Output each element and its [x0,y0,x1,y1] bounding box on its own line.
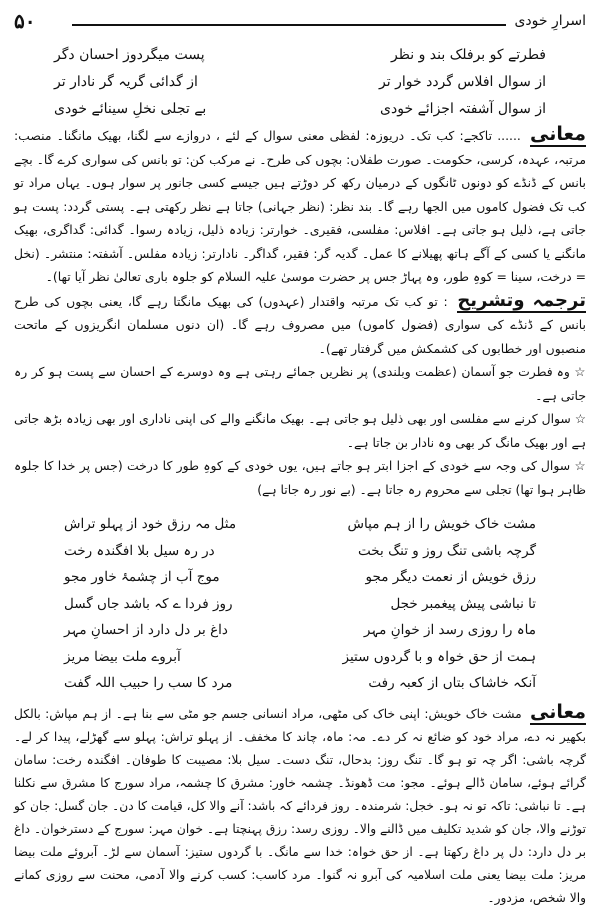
translation-heading: ترجمہ وتشریح [457,289,586,311]
couplet [64,591,536,618]
misra: داغ بر دل دارد از احسانِ مہر [64,622,228,638]
misra: موج آب از چشمۂ خاور مجو [64,569,220,585]
couplet [54,69,546,96]
glossary-2 [14,701,586,910]
glossary-1 [14,123,586,289]
couplet [64,644,536,671]
star-bullet-icon: ☆ [574,458,586,473]
couplet [64,670,536,697]
translation-point [14,454,586,501]
translation-section [14,289,586,361]
verse-block-1 [14,38,586,123]
misra: فطرتے کو برفلک بند و نظر [391,47,546,63]
misra: ماہ را روزی رسد از خوانِ مہر [363,622,536,638]
running-title: اسرارِ خودی [514,13,586,29]
couplet [64,564,536,591]
misra: روز فردا ے کہ باشد جاں گسل [64,595,233,612]
couplet [54,42,546,69]
translation-point-text: سوال کرنے سے مفلسی اور بھی ذلیل ہو جاتی ہے۔ بھیک مانگنے والے کی اپنی ناداری اور بھی زیادہ بڑھ جاتی ہے اور بھیک مانگ کر بھی وہ نادار بن جاتا ہے۔ [14,411,586,450]
misra: مشت خاک خویش را از ہم مپاش [347,516,536,532]
misra: رزق خویش از نعمت دیگر مجو [365,569,536,585]
misra: از سوال آشفتہ اجزائے خودی [380,101,546,117]
translation-point [14,360,586,407]
misra: مرد کا سب را حبیب اللہ گفت [64,675,233,691]
translation-point-text: وہ فطرت جو آسمان (عظمت وبلندی) پر نظریں جمائے رہتی ہے وہ دوسرے کے احسان سے پست ہو کر رہ جاتی ہے۔ [14,364,586,403]
translation-point [14,407,586,454]
misra: بے تجلی نخلِ سینائے خودی [54,101,207,117]
star-bullet-icon: ☆ [574,411,586,426]
glossary-heading: معانی [530,123,586,145]
misra: گرچہ باشی تنگ روز و تنگ بخت [358,542,536,559]
verse-block-2 [14,501,586,701]
page-header [14,4,586,38]
misra: مثل مہ رزق خود از پہلو تراش [64,516,237,532]
glossary-heading: معانی [530,700,586,723]
misra: از گدائی گریہ گر نادار تر [54,74,198,90]
misra: تا نباشی پیش پیغمبر خجل [390,595,536,612]
misra: آنکہ خاشاک بتاں از کعبہ رفت [368,675,536,691]
header-rule [72,24,506,26]
misra: ہمت از حق خواہ و با گردوں ستیز [342,648,536,665]
misra: از سوال افلاس گردد خوار تر [379,74,546,90]
page-number: ۵۰ [14,9,36,33]
couplet [64,538,536,565]
star-bullet-icon: ☆ [574,364,586,379]
glossary-text: ...... تاکجے: کب تک۔ دریوزہ: لفظی معنی سوال کے لئے ، دروازے سے لگنا، بھیک مانگنا۔ منصب: مرتبہ، عہدہ، کرسی، حکومت۔ صورت طفلاں: بچوں کی طرح۔ نے مرکب کن: تو بانس کی سواری کرے گا۔ بچے بانس کے ڈنڈے کو دونوں ٹانگوں کے درمیان رکھ کر دوڑتے ہیں جیسے کسی جانور پر سوار ہوں۔ یہاں مراد تو کب تک فضول کاموں میں الجھا رہے گا۔ بند نظر: (نظر جہانی) جاتا ہے نظر رکھتی ہے۔ پستی گردد: پست ہو جاتی ہے، ذلیل ہو جاتی ہے۔ افلاس: مفلسی، فقیری۔ خوارتر: زیادہ ذلیل، زیادہ رسوا۔ گدائی: گداگری، بھیک مانگنے یا کسی کے آگے ہاتھ پھیلانے کا عمل۔ گدیہ گر: فقیر، گداگر۔ نادارتر: زیادہ مفلس۔ آشفتہ: منتشر۔ (نخل = درخت، سینا = کوہِ طور، وہ پہاڑ جس پر حضرت موسیٰ علیہ السلام کو جلوہ باری تعالیٰ نظر آیا تھا)۔ [14,128,586,284]
couplet [64,617,536,644]
misra: پست میگردوز احسان دگر [54,47,205,63]
translation-intro: : تو کب تک مرتبہ واقتدار (عہدوں) کی بھیک مانگتا رہے گا، یعنی بچوں کی طرح بانس کے ڈنڈے کی سواری (فضول کاموں) میں مصروف رہے گا۔ (ان دنوں مسلمان انگریزوں کے ماتحت منصبوں اور خطابوں کی کشمکش میں گرفتار تھے)۔ [14,293,586,356]
misra: در رہ سیل بلا افگندہ رخت [64,542,215,559]
glossary-text: مشت خاک خویش: اپنی خاک کی مٹھی، مراد انسانی جسم جو مٹی سے بنا ہے۔ از ہم مپاش: بالکل بکھیر نہ دے، مراد خود کو ضائع نہ کر دے۔ مہ: ماہ، چاند کا مخفف۔ از پہلو تراش: پہلو سے گھڑلے، پیدا کر لے۔ گرچہ باشی: اگر چہ تو ہو گا۔ تنگ روز: بدحال، تنگ دست۔ سیل بلا: مصیبت کا طوفان۔ افگندہ رخت: سامان گرائے ہوئے، سامان ڈالے ہوئے۔ مجو: مت ڈھونڈ۔ چشمہ خاور: مشرق کا چشمہ، مراد سورج کا مشرق سے نکلنا ہے۔ تا نباشی: تاکہ تو نہ ہو۔ خجل: شرمندہ۔ روز فردائے کہ باشد: آنے والا کل، قیامت کا دن۔ جان گسل: جان کو توڑنے والا، جان کو شدید تکلیف میں ڈالنے والا۔ روزی رسد: رزق پہنچتا ہے۔ خوان مہر: سورج کے دسترخوان۔ داغ بر دل دارد: دل پر داغ رکھتا ہے۔ از حق خواہ: خدا سے مانگ۔ با گردوں ستیز: آسمان سے لڑ۔ آبروئے ملت بیضا مریز: ملت بیضا یعنی ملت اسلامیہ کی آبرو نہ گنوا۔ مرد کاسب: کسب کرنے والا آدمی، محنت سے روزی کمانے والا شخص، مزدور۔ [14,706,586,905]
misra: آبروے ملت بیضا مریز [64,648,181,665]
translation-point-text: سوال کی وجہ سے خودی کے اجزا ابتر ہو جاتے ہیں، یوں خودی کے کوہِ طور کا درخت (جس پر خدا کا جلوہ ظاہر ہوا تھا) تجلی سے محروم رہ جاتا ہے۔ (بے نور رہ جاتا ہے) [14,458,586,497]
couplet [54,96,546,123]
couplet [64,511,536,538]
